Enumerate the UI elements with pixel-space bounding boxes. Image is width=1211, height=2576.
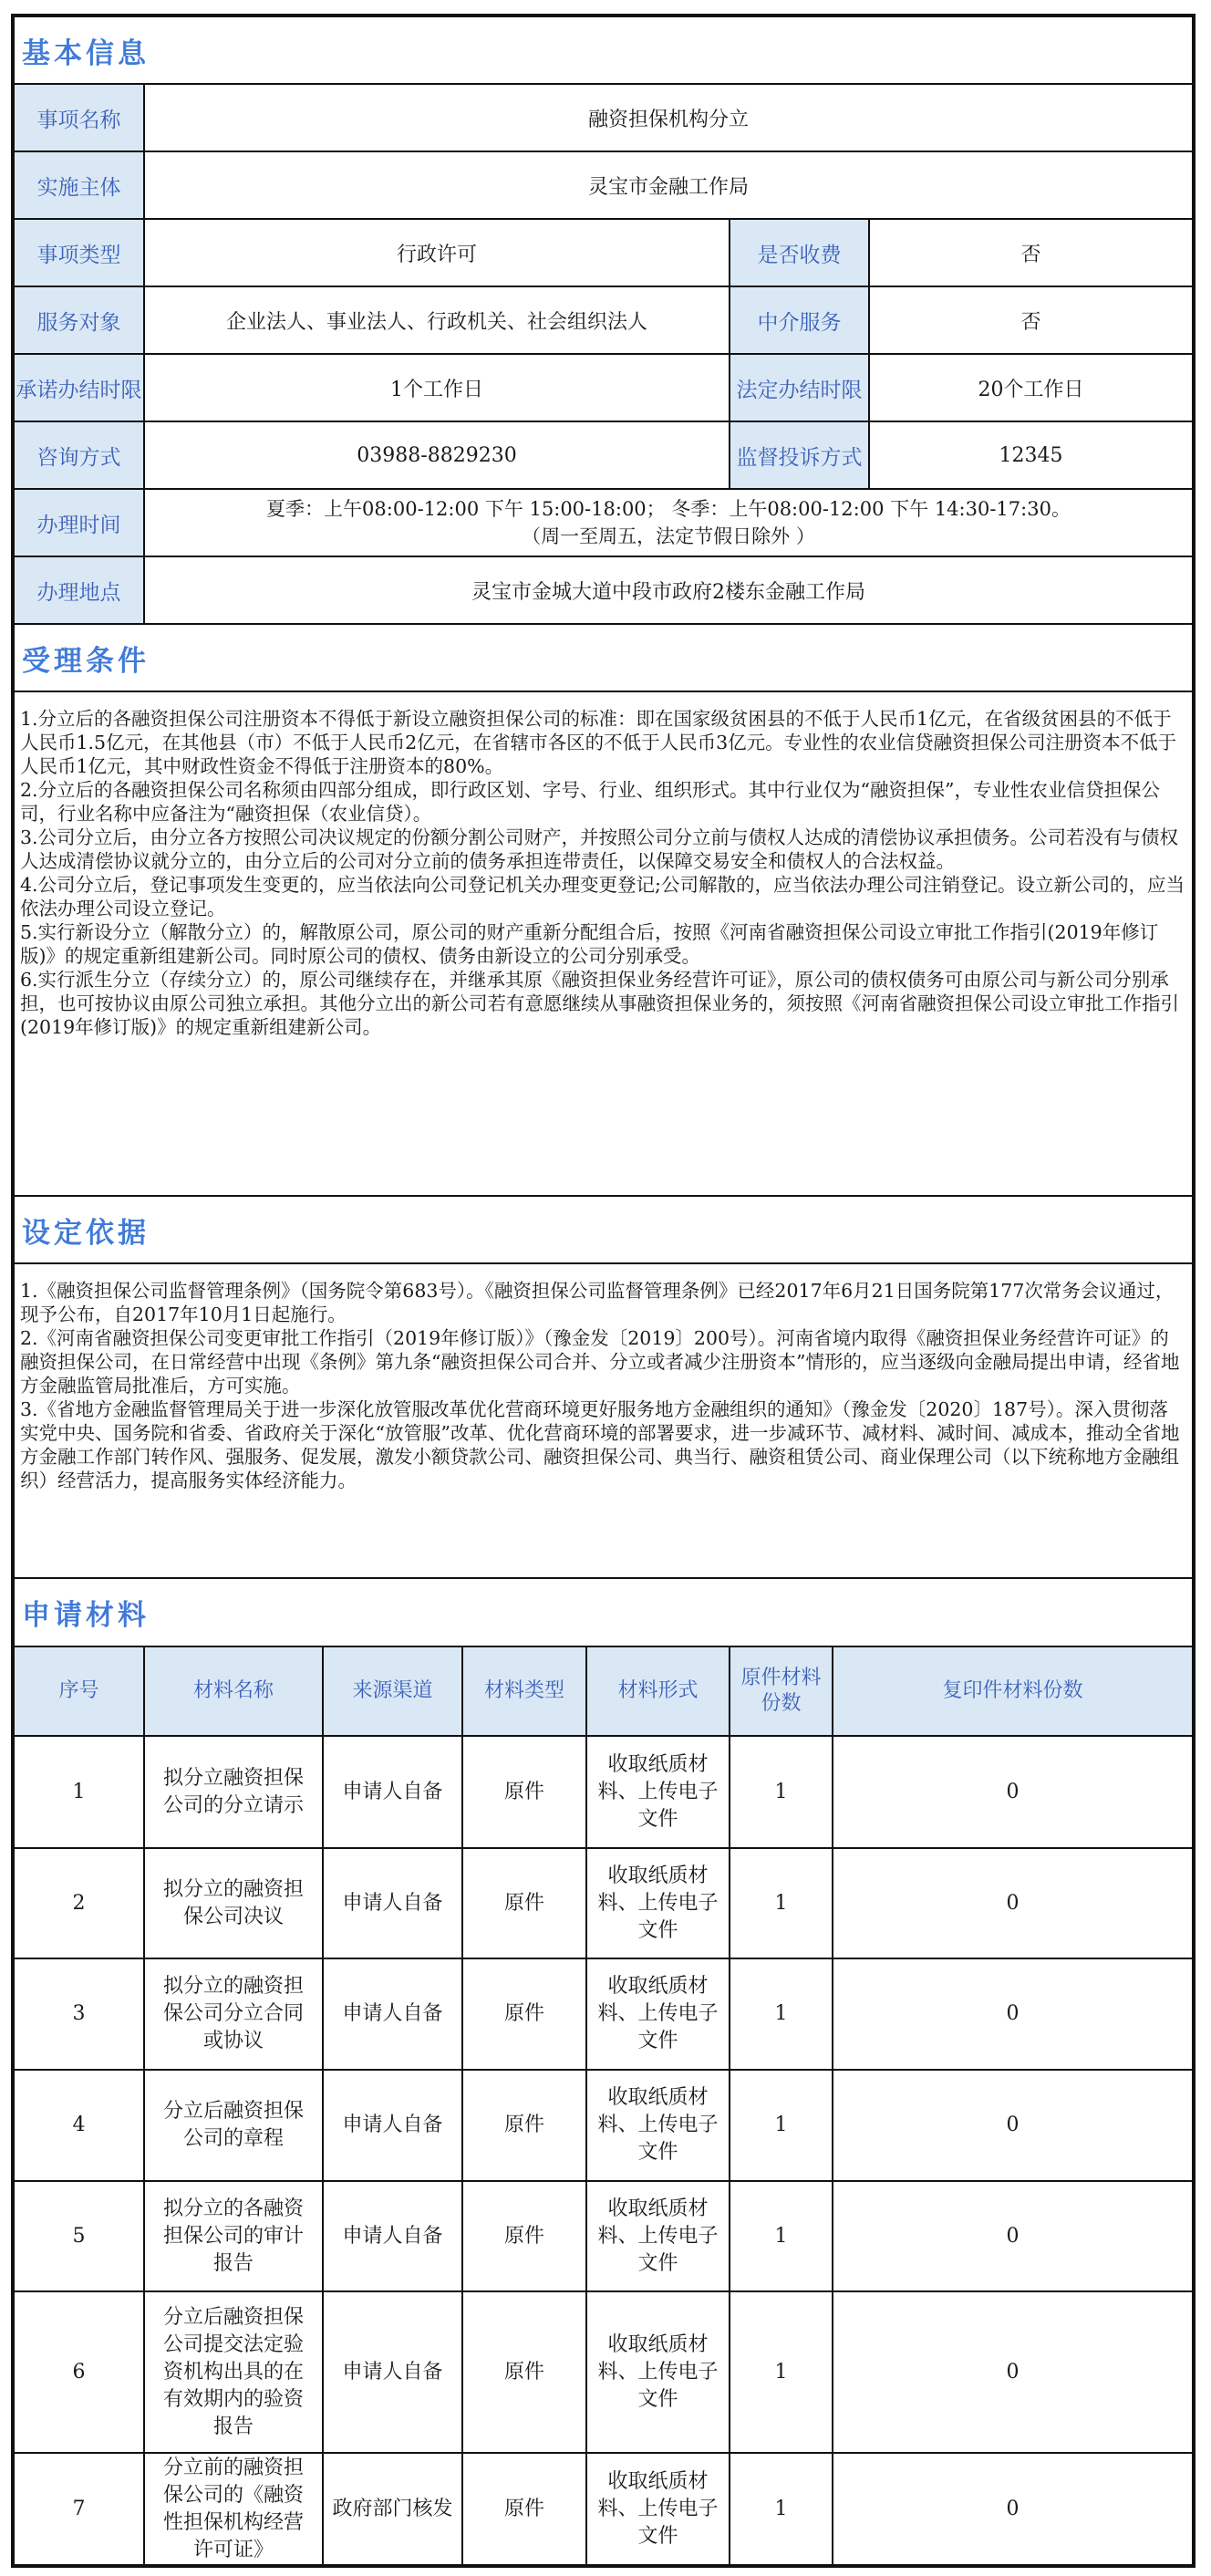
cell-type: 原件: [462, 2070, 586, 2181]
cell-no: 6: [14, 2291, 144, 2453]
basic-info-table: [13, 16, 1194, 1646]
value-item-type: 行政许可: [144, 219, 730, 286]
col-header-no: 序号: [14, 1646, 144, 1736]
cell-material-name: 拟分立融资担保公司的分立请示: [144, 1736, 323, 1848]
section-title-acceptance: 受理条件: [14, 624, 1193, 691]
value-location: 灵宝市金城大道中段市政府2楼东金融工作局: [144, 556, 1193, 624]
cell-no: 2: [14, 1848, 144, 1958]
value-office-hours: [144, 489, 1193, 556]
cell-no: 7: [14, 2453, 144, 2565]
cell-source: 政府部门核发: [323, 2453, 462, 2565]
cell-original-count: 1: [730, 2453, 833, 2565]
cell-form: 收取纸质材料、上传电子文件: [586, 1736, 730, 1848]
acceptance-item: 6.实行派生分立（存续分立）的，原公司继续存在，并继承其原《融资担保业务经营许可证》，原公司的债权债务可由原公司与新公司分别承担，也可按协议由原公司独立承担。其他分立出的新公司若有意愿继续从事融资担保业务的，须按照《河南省融资担保公司设立审批工作指引(2019年修订版)》的规定重新组建新公司。: [20, 969, 1179, 1038]
cell-copy-count: 0: [833, 1958, 1193, 2070]
cell-material-name: 分立前的融资担保公司的《融资性担保机构经营许可证》: [144, 2453, 323, 2565]
row-implementer: [14, 151, 1193, 219]
table-row: [14, 2453, 1193, 2565]
acceptance-item: 4.公司分立后，登记事项发生变更的，应当依法向公司登记机关办理变更登记;公司解散的，应当依法办理公司注销登记。设立新公司的，应当依法办理公司设立登记。: [20, 874, 1185, 919]
materials-table: [13, 1646, 1194, 2566]
label-office-hours: 办理时间: [14, 489, 144, 556]
row-office-hours: [14, 489, 1193, 556]
cell-source: 申请人自备: [323, 1848, 462, 1958]
cell-type: 原件: [462, 2453, 586, 2565]
row-item-name: [14, 84, 1193, 151]
service-guide-sheet: [11, 14, 1195, 2568]
value-service-target: 企业法人、事业法人、行政机关、社会组织法人: [144, 286, 730, 354]
cell-source: 申请人自备: [323, 1736, 462, 1848]
cell-no: 3: [14, 1958, 144, 2070]
cell-no: 5: [14, 2181, 144, 2291]
cell-copy-count: 0: [833, 2181, 1193, 2291]
table-row: [14, 2291, 1193, 2453]
value-item-name: 融资担保机构分立: [144, 84, 1193, 151]
table-row: [14, 1848, 1193, 1958]
value-legal-time: 20个工作日: [869, 354, 1193, 421]
cell-type: 原件: [462, 1736, 586, 1848]
col-header-copy-count: 复印件材料份数: [833, 1646, 1193, 1736]
acceptance-item: 2.分立后的各融资担保公司名称须由四部分组成，即行政区划、字号、行业、组织形式。其中行业仅为“融资担保”，专业性农业信贷担保公司，行业名称中应备注为“融资担保（农业信贷）。: [20, 779, 1161, 825]
cell-form: 收取纸质材料、上传电子文件: [586, 2070, 730, 2181]
cell-material-name: 分立后融资担保公司的章程: [144, 2070, 323, 2181]
cell-type: 原件: [462, 1848, 586, 1958]
row-consult: [14, 421, 1193, 489]
acceptance-item: 5.实行新设分立（解散分立）的，解散原公司，原公司的财产重新分配组合后，按照《河南省融资担保公司设立审批工作指引(2019年修订版)》的规定重新组建新公司。同时原公司的债权、债务由新设立的公司分别承受。: [20, 921, 1159, 967]
label-charge: 是否收费: [730, 219, 869, 286]
legal-basis: [14, 1263, 1193, 1578]
col-header-name: 材料名称: [144, 1646, 323, 1736]
cell-form: 收取纸质材料、上传电子文件: [586, 2453, 730, 2565]
value-complaint-phone: 12345: [869, 421, 1193, 489]
label-service-target: 服务对象: [14, 286, 144, 354]
label-legal-time: 法定办结时限: [730, 354, 869, 421]
row-item-type: [14, 219, 1193, 286]
label-intermediary: 中介服务: [730, 286, 869, 354]
cell-type: 原件: [462, 1958, 586, 2070]
cell-source: 申请人自备: [323, 2181, 462, 2291]
row-time-limit: [14, 354, 1193, 421]
label-promised-time: 承诺办结时限: [14, 354, 144, 421]
cell-form: 收取纸质材料、上传电子文件: [586, 1958, 730, 2070]
cell-copy-count: 0: [833, 2453, 1193, 2565]
cell-form: 收取纸质材料、上传电子文件: [586, 2181, 730, 2291]
cell-no: 1: [14, 1736, 144, 1848]
legal-basis-item: 1.《融资担保公司监督管理条例》（国务院令第683号）。《融资担保公司监督管理条例》已经2017年6月21日国务院第177次常务会议通过，现予公布，自2017年10月1日起施行。: [20, 1280, 1175, 1325]
cell-form: 收取纸质材料、上传电子文件: [586, 2291, 730, 2453]
cell-material-name: 拟分立的融资担保公司分立合同或协议: [144, 1958, 323, 2070]
label-item-name: 事项名称: [14, 84, 144, 151]
col-header-source: 来源渠道: [323, 1646, 462, 1736]
cell-source: 申请人自备: [323, 1958, 462, 2070]
label-item-type: 事项类型: [14, 219, 144, 286]
legal-basis-item: 3.《省地方金融监督管理局关于进一步深化放管服改革优化营商环境更好服务地方金融组织的通知》（豫金发〔2020〕187号）。深入贯彻落实党中央、国务院和省委、省政府关于深化“放管服”改革、优化营商环境的部署要求，进一步减环节、减材料、减时间、减成本，推动全省地方金融工作部门转作风、强服务、促发展，激发小额贷款公司、融资担保公司、典当行、融资租赁公司、商业保理公司（以下统称地方金融组织）经营活力，提高服务实体经济能力。: [20, 1398, 1180, 1491]
cell-original-count: 1: [730, 1848, 833, 1958]
acceptance-item: 3.公司分立后，由分立各方按照公司决议规定的份额分割公司财产，并按照公司分立前与债权人达成的清偿协议承担债务。公司若没有与债权人达成清偿协议就分立的，由分立后的公司对分立前的债务承担连带责任，以保障交易安全和债权人的合法权益。: [20, 826, 1179, 872]
cell-original-count: 1: [730, 2291, 833, 2453]
cell-original-count: 1: [730, 1958, 833, 2070]
materials-header-row: [14, 1646, 1193, 1736]
row-location: [14, 556, 1193, 624]
value-implementer: 灵宝市金融工作局: [144, 151, 1193, 219]
cell-form: 收取纸质材料、上传电子文件: [586, 1848, 730, 1958]
value-promised-time: 1个工作日: [144, 354, 730, 421]
label-implementer: 实施主体: [14, 151, 144, 219]
col-header-form: 材料形式: [586, 1646, 730, 1736]
cell-copy-count: 0: [833, 1848, 1193, 1958]
col-header-original-count: 原件材料份数: [730, 1646, 833, 1736]
label-consult: 咨询方式: [14, 421, 144, 489]
acceptance-conditions: [14, 691, 1193, 1196]
legal-basis-item: 2.《河南省融资担保公司变更审批工作指引（2019年修订版）》（豫金发〔2019〕200号）。河南省境内取得《融资担保业务经营许可证》的融资担保公司，在日常经营中出现《条例》第九条“融资担保公司合并、分立或者减少注册资本”情形的，应当逐级向金融局提出申请，经省地方金融监管局批准后，方可实施。: [20, 1327, 1180, 1397]
label-complaint: 监督投诉方式: [730, 421, 869, 489]
cell-source: 申请人自备: [323, 2070, 462, 2181]
office-hours-line2: （周一至周五，法定节假日除外 ）: [522, 525, 815, 547]
section-title-basic-info: 基本信息: [14, 16, 1193, 84]
cell-original-count: 1: [730, 1736, 833, 1848]
cell-original-count: 1: [730, 2181, 833, 2291]
cell-copy-count: 0: [833, 1736, 1193, 1848]
table-row: [14, 2181, 1193, 2291]
value-consult-phone: 03988-8829230: [144, 421, 730, 489]
materials-body: [14, 1736, 1193, 2565]
table-row: [14, 1736, 1193, 1848]
table-row: [14, 1958, 1193, 2070]
cell-type: 原件: [462, 2181, 586, 2291]
value-intermediary: 否: [869, 286, 1193, 354]
cell-copy-count: 0: [833, 2070, 1193, 2181]
section-title-legal-basis: 设定依据: [14, 1196, 1193, 1263]
row-service-target: [14, 286, 1193, 354]
cell-original-count: 1: [730, 2070, 833, 2181]
cell-no: 4: [14, 2070, 144, 2181]
table-row: [14, 2070, 1193, 2181]
section-title-materials: 申请材料: [14, 1578, 1193, 1646]
acceptance-item: 1.分立后的各融资担保公司注册资本不得低于新设立融资担保公司的标准：即在国家级贫困县的不低于人民币1亿元，在省级贫困县的不低于人民币1.5亿元，在其他县（市）不低于人民币2亿元，在省辖市各区的不低于人民币3亿元。专业性的农业信贷融资担保公司注册资本不低于人民币1亿元，其中财政性资金不得低于注册资本的80%。: [20, 708, 1177, 777]
office-hours-line1: 夏季：上午08:00-12:00 下午 15:00-18:00； 冬季：上午08:00-12:00 下午 14:30-17:30。: [266, 498, 1071, 520]
cell-type: 原件: [462, 2291, 586, 2453]
value-charge: 否: [869, 219, 1193, 286]
cell-material-name: 拟分立的融资担保公司决议: [144, 1848, 323, 1958]
cell-copy-count: 0: [833, 2291, 1193, 2453]
col-header-type: 材料类型: [462, 1646, 586, 1736]
cell-source: 申请人自备: [323, 2291, 462, 2453]
cell-material-name: 拟分立的各融资担保公司的审计报告: [144, 2181, 323, 2291]
cell-material-name: 分立后融资担保公司提交法定验资机构出具的在有效期内的验资报告: [144, 2291, 323, 2453]
label-location: 办理地点: [14, 556, 144, 624]
